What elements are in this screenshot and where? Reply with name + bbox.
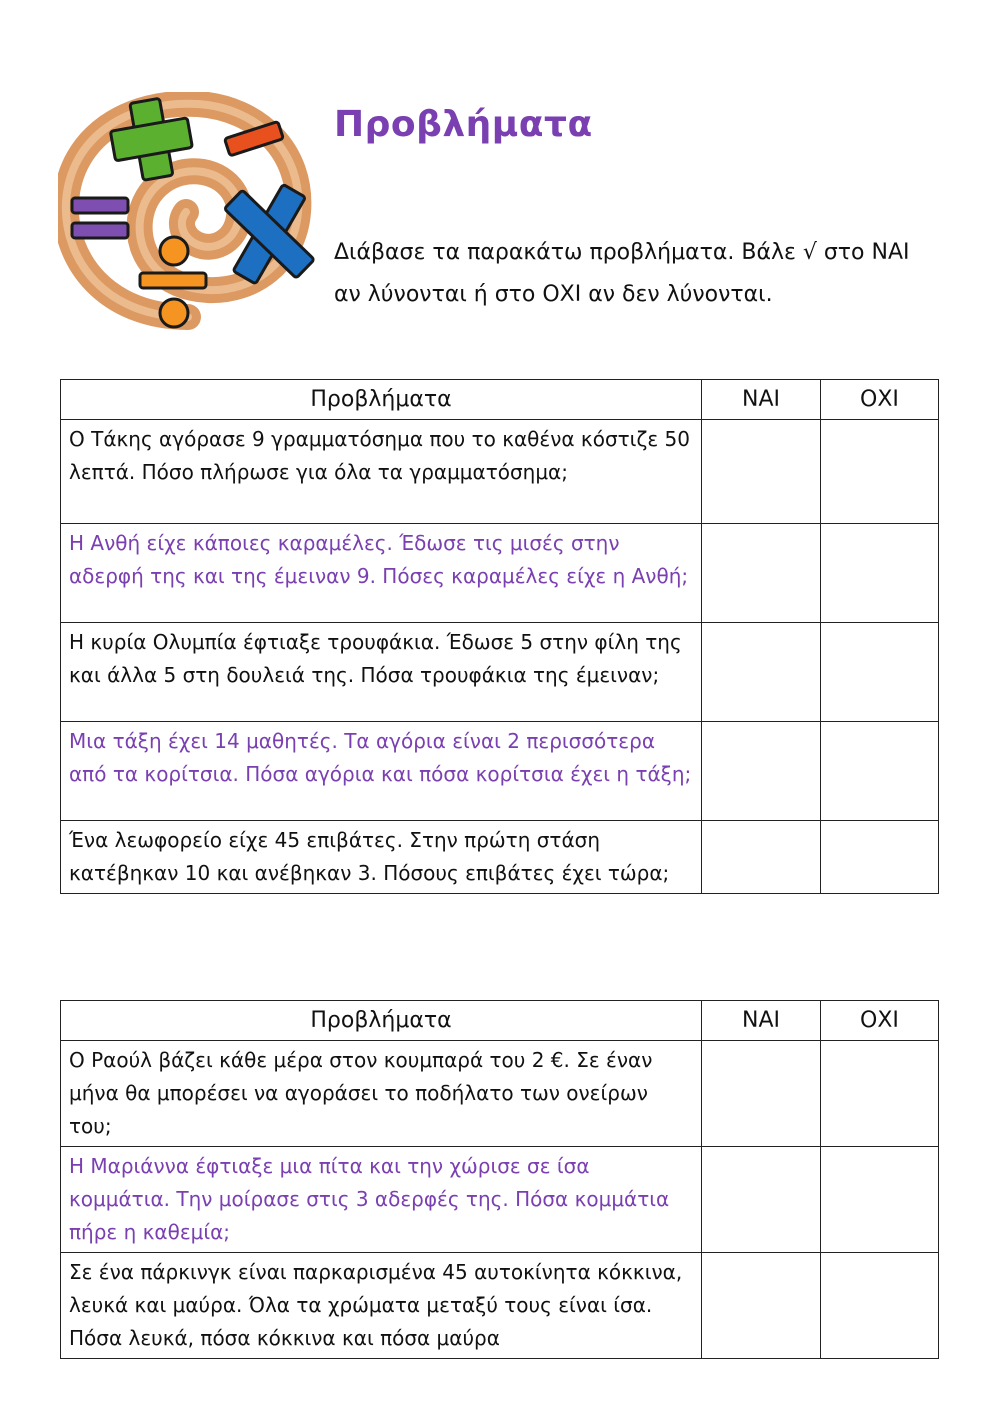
- no-checkbox-cell[interactable]: [821, 1041, 939, 1147]
- yes-checkbox-cell[interactable]: [702, 821, 821, 894]
- no-checkbox-cell[interactable]: [821, 524, 939, 623]
- problem-text: Η Ανθή είχε κάποιες καραμέλες. Έδωσε τις μισές στην αδερφή της και της έμειναν 9. Πόσες καραμέλες είχε η Ανθή;: [61, 524, 702, 623]
- column-header-yes: ΝΑΙ: [702, 1001, 821, 1041]
- no-checkbox-cell[interactable]: [821, 420, 939, 524]
- column-header-no: ΟΧΙ: [821, 380, 939, 420]
- problem-text: Ένα λεωφορείο είχε 45 επιβάτες. Στην πρώτη στάση κατέβηκαν 10 και ανέβηκαν 3. Πόσους επιβάτες έχει τώρα;: [61, 821, 702, 894]
- page-title: Προβλήματα: [334, 104, 593, 145]
- yes-checkbox-cell[interactable]: [702, 1041, 821, 1147]
- table-row: [61, 1253, 939, 1359]
- equals-icon: [72, 198, 128, 238]
- yes-checkbox-cell[interactable]: [702, 1147, 821, 1253]
- problems-table-1: [60, 379, 939, 894]
- column-header-problems: Προβλήματα: [61, 1001, 702, 1041]
- problem-text: Ο Ραούλ βάζει κάθε μέρα στον κουμπαρά του 2 €. Σε έναν μήνα θα μπορέσει να αγοράσει το ποδήλατο των ονείρων του;: [61, 1041, 702, 1147]
- table-row: [61, 1147, 939, 1253]
- no-checkbox-cell[interactable]: [821, 1253, 939, 1359]
- no-checkbox-cell[interactable]: [821, 623, 939, 722]
- table-row: [61, 524, 939, 623]
- problem-text: Η Μαριάννα έφτιαξε μια πίτα και την χώρισε σε ίσα κομμάτια. Την μοίρασε στις 3 αδερφές της. Πόσα κομμάτια πήρε η καθεμία;: [61, 1147, 702, 1253]
- yes-checkbox-cell[interactable]: [702, 1253, 821, 1359]
- table-row: [61, 1041, 939, 1147]
- yes-checkbox-cell[interactable]: [702, 623, 821, 722]
- problem-text: Μια τάξη έχει 14 μαθητές. Τα αγόρια είναι 2 περισσότερα από τα κορίτσια. Πόσα αγόρια και πόσα κορίτσια έχει η τάξη;: [61, 722, 702, 821]
- problem-text: Η κυρία Ολυμπία έφτιαξε τρουφάκια. Έδωσε 5 στην φίλη της και άλλα 5 στη δουλειά της. Πόσα τρουφάκια της έμειναν;: [61, 623, 702, 722]
- no-checkbox-cell[interactable]: [821, 821, 939, 894]
- no-checkbox-cell[interactable]: [821, 1147, 939, 1253]
- table-header-row: [61, 380, 939, 420]
- problem-text: Σε ένα πάρκινγκ είναι παρκαρισμένα 45 αυτοκίνητα κόκκινα, λευκά και μαύρα. Όλα τα χρώματα μεταξύ τους είναι ίσα. Πόσα λευκά, πόσα κόκκινα και πόσα μαύρα: [61, 1253, 702, 1359]
- column-header-no: ΟΧΙ: [821, 1001, 939, 1041]
- yes-checkbox-cell[interactable]: [702, 420, 821, 524]
- yes-checkbox-cell[interactable]: [702, 524, 821, 623]
- instructions-text: Διάβασε τα παρακάτω προβλήματα. Βάλε √ στο ΝΑΙ αν λύνονται ή στο ΟΧΙ αν δεν λύνονται.: [334, 240, 910, 307]
- table-header-row: [61, 1001, 939, 1041]
- table-row: [61, 722, 939, 821]
- table-row: [61, 623, 939, 722]
- table-row: [61, 420, 939, 524]
- problems-table-2: [60, 1000, 939, 1359]
- no-checkbox-cell[interactable]: [821, 722, 939, 821]
- math-operations-spiral-icon: [58, 92, 318, 332]
- table-row: [61, 821, 939, 894]
- yes-checkbox-cell[interactable]: [702, 722, 821, 821]
- column-header-yes: ΝΑΙ: [702, 380, 821, 420]
- problem-text: Ο Τάκης αγόρασε 9 γραμματόσημα που το καθένα κόστιζε 50 λεπτά. Πόσο πλήρωσε για όλα τα γραμματόσημα;: [61, 420, 702, 524]
- column-header-problems: Προβλήματα: [61, 380, 702, 420]
